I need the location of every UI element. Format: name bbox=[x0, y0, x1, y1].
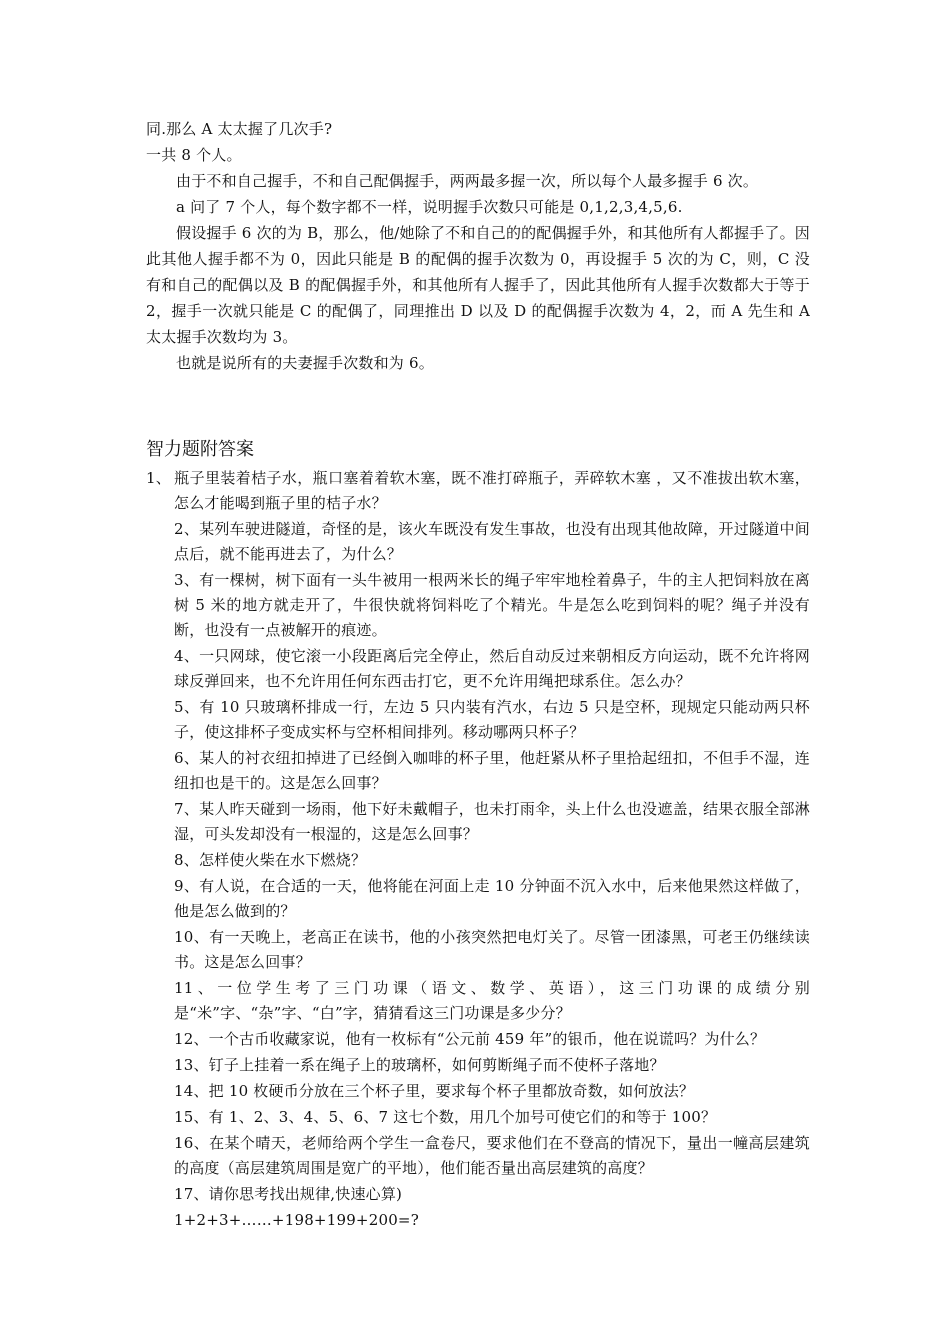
intro-line-total: 一共 8 个人。 bbox=[146, 146, 242, 164]
puzzle-item: 9、有人说，在合适的一天，他将能在河面上走 10 分钟面不沉入水中，后来他果然这样做了，他是怎么做到的？ bbox=[174, 877, 810, 920]
puzzle-item: 14、把 10 枚硬币分放在三个杯子里，要求每个杯子里都放奇数，如何放法？ bbox=[174, 1082, 695, 1100]
puzzle-item: 10、有一天晚上，老高正在读书，他的小孩突然把电灯关了。尽管一团漆黑，可老王仍继续读书。这是怎么回事？ bbox=[174, 928, 810, 971]
intro-paragraph-3: 假设握手 6 次的为 B，那么，他/她除了不和自己的的配偶握手外，和其他所有人都握手了。因此其他人握手都不为 0，因此只能是 B 的配偶的握手次数为 0，再设握手 5 次的为 C，则，C 没有和自己的配偶以及 B 的配偶握手外，和其他所有人握手了，因此其他所有人握手次数都大于等于 2，握手一次就只能是 C 的配偶了，同理推出 D 以及 D 的配偶握手次数为 4，2，而 A 先生和 A 太太握手次数均为 3。 bbox=[146, 224, 810, 346]
puzzle-item: 12、一个古币收藏家说，他有一枚标有“公元前 459 年”的银币，他在说谎吗？为什么？ bbox=[174, 1030, 766, 1048]
answer-text-block bbox=[146, 116, 810, 376]
puzzle-item: 15、有 1、2、3、4、5、6、7 这七个数，用几个加号可使它们的和等于 100？ bbox=[174, 1108, 717, 1126]
puzzle-item: 3、有一棵树，树下面有一头牛被用一根两米长的绳子牢牢地栓着鼻子，牛的主人把饲料放在离树 5 米的地方就走开了，牛很快就将饲料吃了个精光。牛是怎么吃到饲料的呢？绳子并没有断，也没有一点被解开的痕迹。 bbox=[174, 571, 810, 639]
intro-paragraph-2: a 问了 7 个人，每个数字都不一样，说明握手次数只可能是 0,1,2,3,4,5,6. bbox=[176, 198, 683, 216]
intro-paragraph-4: 也就是说所有的夫妻握手次数和为 6。 bbox=[176, 354, 434, 372]
puzzle-item: 17、请你思考找出规律,快速心算) bbox=[174, 1185, 403, 1203]
puzzle-item: 2、某列车驶进隧道，奇怪的是，该火车既没有发生事故，也没有出现其他故障，开过隧道中间点后，就不能再进去了，为什么？ bbox=[174, 520, 810, 563]
puzzle-item: 8、怎样使火柴在水下燃烧？ bbox=[174, 851, 367, 869]
puzzle-item bbox=[146, 466, 810, 516]
section-title: 智力题附答案 bbox=[146, 439, 254, 460]
intro-line-question: 同.那么 A 太太握了几次手? bbox=[146, 120, 333, 138]
puzzle-item: 7、某人昨天碰到一场雨，他下好未戴帽子，也未打雨伞，头上什么也没遮盖，结果衣服全部淋湿，可头发却没有一根湿的，这是怎么回事？ bbox=[174, 800, 810, 843]
puzzle-text: 瓶子里装着桔子水，瓶口塞着着软木塞，既不准打碎瓶子，弄碎软木塞 ，又不准拔出软木塞，怎么才能喝到瓶子里的桔子水？ bbox=[174, 469, 810, 512]
puzzle-number: 1、 bbox=[146, 469, 171, 487]
puzzle-item: 13、钉子上挂着一系在绳子上的玻璃杯，如何剪断绳子而不使杯子落地？ bbox=[174, 1056, 665, 1074]
puzzle-item: 16、在某个晴天，老师给两个学生一盒卷尺，要求他们在不登高的情况下，量出一幢高层建筑的高度（高层建筑周围是宽广的平地），他们能否量出高层建筑的高度？ bbox=[174, 1134, 810, 1177]
puzzle-list bbox=[146, 466, 810, 1233]
puzzle-item: 6、某人的衬衣纽扣掉进了已经倒入咖啡的杯子里，他赶紧从杯子里拾起纽扣，不但手不湿，连纽扣也是干的。这是怎么回事？ bbox=[174, 749, 810, 792]
puzzle-item: 11、一位学生考了三门功课（语文、数学、英语），这三门功课的成绩分别是“米”字、“杂”字、“白”字，猜猜看这三门功课是多少分？ bbox=[174, 979, 810, 1022]
puzzle-item: 4、一只网球，使它滚一小段距离后完全停止，然后自动反过来朝相反方向运动，既不允许将网球反弹回来，也不允许用任何东西击打它，更不允许用绳把球系住。怎么办？ bbox=[174, 647, 810, 690]
puzzle-item: 5、有 10 只玻璃杯排成一行，左边 5 只内装有汽水，右边 5 只是空杯，现规定只能动两只杯子，使这排杯子变成实杯与空杯相间排列。移动哪两只杯子？ bbox=[174, 698, 810, 741]
intro-paragraph-1: 由于不和自己握手，不和自己配偶握手，两两最多握一次，所以每个人最多握手 6 次。 bbox=[176, 172, 759, 190]
puzzle-formula: 1+2+3+……+198+199+200=? bbox=[174, 1211, 419, 1229]
